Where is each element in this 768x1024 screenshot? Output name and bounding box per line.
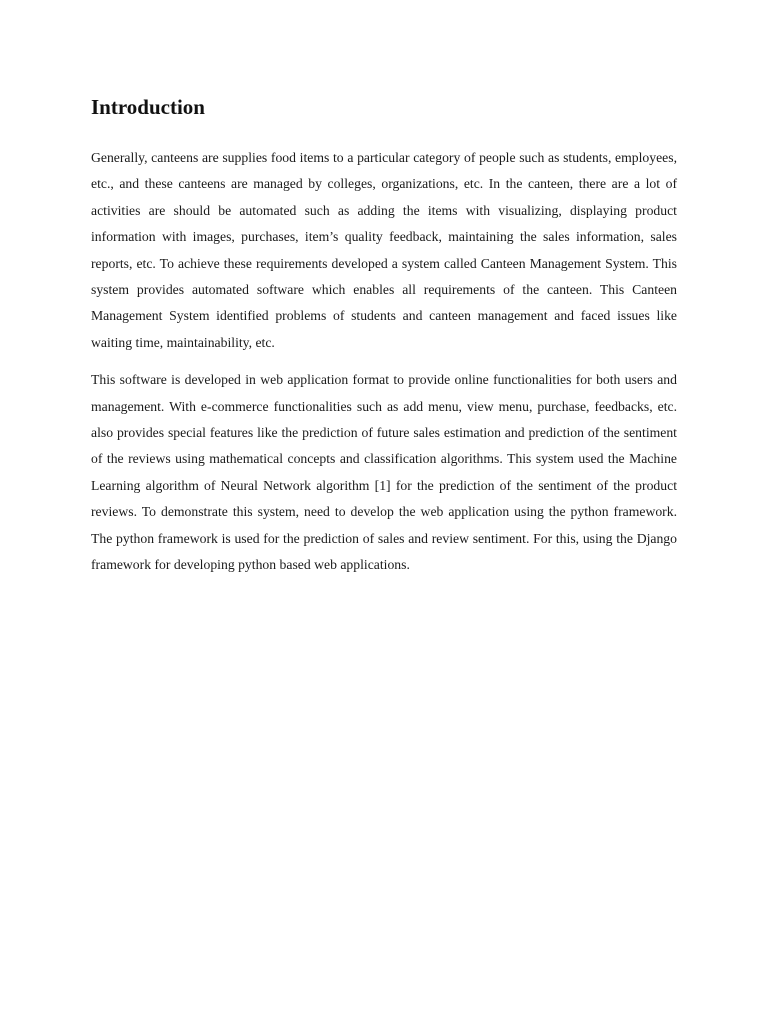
paragraph-1: Generally, canteens are supplies food items to a particular category of people such as students, employees, etc., and these canteens are managed by colleges, organizations, etc. In the canteen, there are a lot of activities are should be automated such as adding the items with visualizing, displaying product information with images, purchases, item’s quality feedback, maintaining the sales information, sales reports, etc. To achieve these requirements developed a system called Canteen Management System. This system provides automated software which enables all requirements of the canteen. This Canteen Management System identified problems of students and canteen management and faced issues like waiting time, maintainability, etc. [91,150,677,350]
body-text [91,145,677,590]
section-heading: Introduction [91,95,205,119]
paragraph-2: This software is developed in web application format to provide online functionalities for both users and management. With e-commerce functionalities such as add menu, view menu, purchase, feedbacks, etc. also provides special features like the prediction of future sales estimation and prediction of the sentiment of the reviews using mathematical concepts and classification algorithms. This system used the Machine Learning algorithm of Neural Network algorithm [1] for the prediction of the sentiment of the product reviews. To demonstrate this system, need to develop the web application using the python framework. The python framework is used for the prediction of sales and review sentiment. For this, using the Django framework for developing python based web applications. [91,372,677,573]
